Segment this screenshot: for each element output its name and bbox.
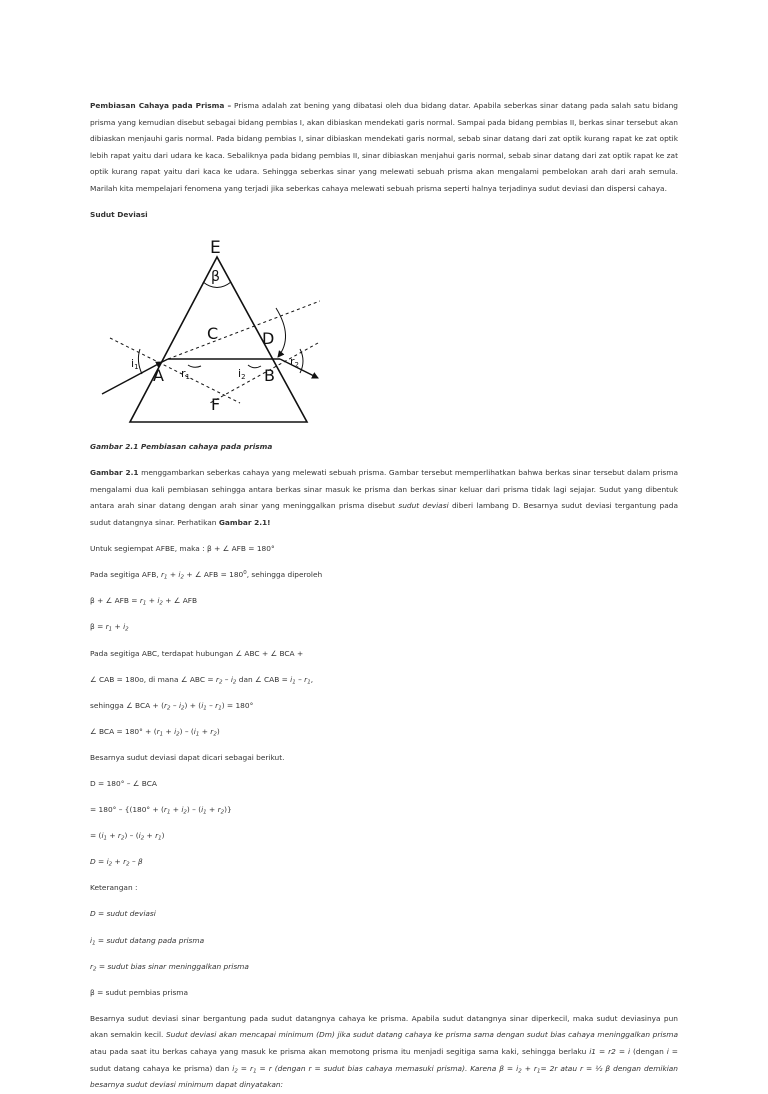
equation-1: Untuk segiempat AFBE, maka : β + ∠ AFB = 180° xyxy=(90,544,275,554)
equation-9: Besarnya sudut deviasi dapat dicari sebagai berikut. xyxy=(90,752,285,762)
legend-beta: β = sudut pembias prisma xyxy=(90,987,189,997)
legend-r2: $r_2$ = sudut bias sinar meninggalkan prisma xyxy=(90,961,249,973)
legend-d: D = sudut deviasi xyxy=(90,909,156,919)
equation-4: $\beta = r_1 + i_2$ xyxy=(90,622,129,633)
label-d: D xyxy=(262,329,275,349)
label-r2: r2 xyxy=(290,355,299,370)
equation-13: $D = i_2 + r_2 - \beta$ xyxy=(90,857,143,868)
equation-12: = $(i_1 + r_2) - (i_2 + r_1)$ xyxy=(90,831,165,842)
label-e: E xyxy=(210,238,221,259)
label-a: A xyxy=(153,366,164,386)
label-b: B xyxy=(264,366,275,386)
label-f: F xyxy=(211,395,221,415)
i2-arc xyxy=(248,365,261,368)
intro-paragraph xyxy=(90,98,678,198)
final-paragraph: Besarnya sudut deviasi sinar bergantung pada sudut datangnya cahaya ke prisma. Apabila sudut datangnya sinar diperkecil, maka sudut deviasinya pun akan semakin kecil. Sudut deviasi akan mencapai minimum (Dm) jika sudut datang cahaya ke prisma sama dengan sudut bias cahaya meninggalkan prisma atau pada saat itu berkas cahaya yang masuk ke prisma akan memotong prisma itu menjadi segitiga sama kaki, sehingga berlaku i1 = r2 = i (dengan i = sudut datang cahaya ke prisma) dan $i_2 = r_1 = r$ (dengan r = sudut bias cahaya memasuki prisma). Karena $\beta = i_2 + r_1= 2r$ atau r = ½ β dengan demikian besarnya sudut deviasi minimum dapat dinyatakan: xyxy=(90,1013,678,1090)
equation-11: = $180^\circ - \{(180^\circ + (r_1 + i_2) - (i_1 + r_2)\}$ xyxy=(90,805,232,816)
label-c: C xyxy=(207,324,219,344)
label-r1: r1 xyxy=(181,367,190,382)
equation-10: D = 180° – ∠ BCA xyxy=(90,778,157,788)
equation-6: ∠ CAB = 180o, di mana ∠ ABC = $r_2 - i_2$ dan ∠ CAB = $i_1 - r_1$, xyxy=(90,674,314,686)
keterangan-heading: Keterangan : xyxy=(90,883,138,893)
r1-arc xyxy=(188,365,201,367)
intro-body: Prisma adalah zat bening yang dibatasi oleh dua bidang datar. Apabila seberkas sinar datang pada salah satu bidang prisma yang kemudian disebut sebagai bidang pembias I, akan dibiaskan mendekati garis normal. Sampai pada bidang pembias II, berkas sinar tersebut akan dibiaskan menjauhi garis normal. Pada bidang pembias I, sinar dibiaskan mendekati garis normal, sebab sinar datang dari zat optik kurang rapat ke zat optik lebih rapat yaitu dari udara ke kaca. Sebaliknya pada bidang pembias II, sinar dibiaskan menjahui garis normal, sebab sinar datang dari zat optik rapat ke zat optik kurang rapat yaitu dari kaca ke udara. Sehingga seberkas sinar yang melewati sebuah prisma akan mengalami pembelokan arah dari arah semula. Marilah kita mempelajari fenomena yang terjadi jika seberkas cahaya melewati sebuah prisma seperti halnya terjadinya sudut deviasi dan dispersi cahaya. xyxy=(90,101,678,193)
label-i1: i1 xyxy=(131,357,139,372)
paragraph-2: Gambar 2.1 menggambarkan seberkas cahaya yang melewati sebuah prisma. Gambar tersebut memperlihatkan bahwa berkas sinar tersebut dalam prisma mengalami dua kali pembiasan sehingga antara berkas sinar masuk ke prisma dan berkas sinar keluar dari prisma tidak lagi sejajar. Sudut yang dibentuk antara arah sinar datang dengan arah sinar yang meninggalkan prisma disebut sudut deviasi diberi lambang D. Besarnya sudut deviasi tergantung pada sudut datangnya sinar. Perhatikan Gambar 2.1! xyxy=(90,468,679,528)
article xyxy=(90,98,678,1094)
label-i2: i2 xyxy=(238,367,246,382)
section-title: Sudut Deviasi xyxy=(90,210,148,220)
emergent-ray xyxy=(280,359,318,378)
figure-ref-lead: Gambar 2.1 xyxy=(90,468,139,478)
figure-ref: Gambar 2.1! xyxy=(218,518,271,528)
equation-5: Pada segitiga ABC, terdapat hubungan ∠ ABC + ∠ BCA + xyxy=(90,648,304,658)
figure-caption: Gambar 2.1 Pembiasan cahaya pada prisma xyxy=(90,442,273,452)
prism-diagram xyxy=(90,233,320,429)
normal-a xyxy=(110,338,240,403)
deviation-arc xyxy=(276,308,286,357)
incident-extension xyxy=(168,301,320,359)
equation-8: ∠ BCA = $180^\circ + (r_1 + i_2) - (i_1 + r_2)$ xyxy=(90,726,220,738)
label-beta: β xyxy=(211,269,220,286)
legend-i1: $i_1$ = sudut datang pada prisma xyxy=(90,935,205,947)
intro-title: Pembiasan Cahaya pada Prisma – xyxy=(90,101,232,110)
equation-2: Pada segitiga AFB, $r_1 + i_2$ + ∠ AFB = $180^0$, sehingga diperoleh xyxy=(90,570,323,581)
equation-3: β + ∠ AFB = $r_1 + i_2$ + ∠ AFB xyxy=(90,596,198,607)
term-sudut-deviasi: sudut deviasi xyxy=(398,501,449,511)
i1-arc xyxy=(138,349,142,374)
equation-7: sehingga ∠ BCA + $(r_2 - i_2) + (i_1 - r_1) = 180^\circ$ xyxy=(90,700,254,712)
